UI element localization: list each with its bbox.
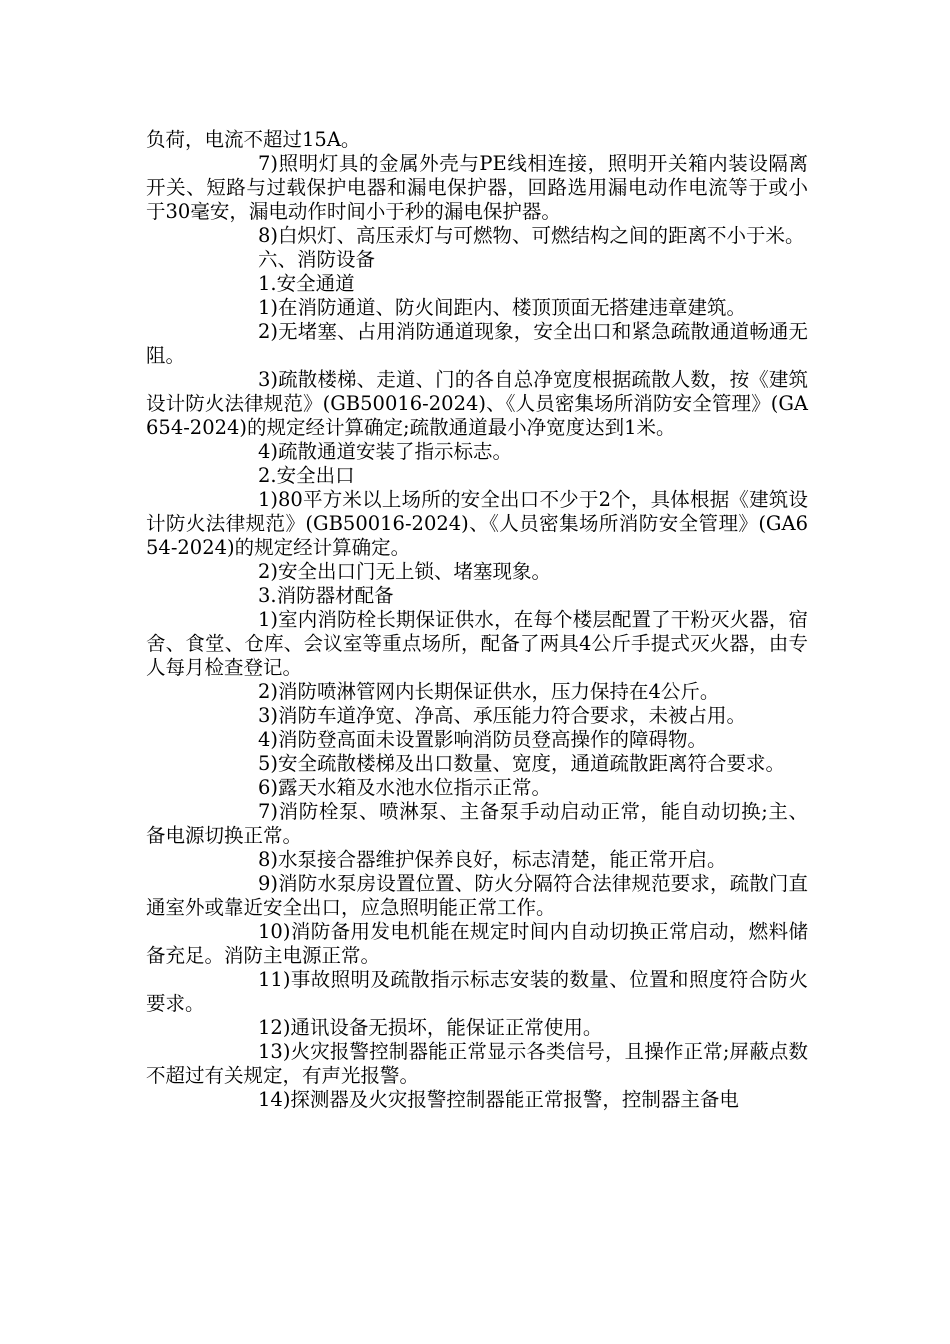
paragraph-equipment-7: 7)消防栓泵、喷淋泵、主备泵手动启动正常，能自动切换;主、备电源切换正常。 bbox=[146, 800, 808, 847]
subheading-safety-exit: 2.安全出口 bbox=[258, 464, 355, 487]
document-body bbox=[146, 128, 808, 1112]
paragraph-exit-2: 2)安全出口门无上锁、堵塞现象。 bbox=[258, 560, 552, 583]
paragraph-equipment-14: 14)探测器及火灾报警控制器能正常报警，控制器主备电 bbox=[258, 1088, 739, 1111]
paragraph-equipment-11: 11)事故照明及疏散指示标志安装的数量、位置和照度符合防火要求。 bbox=[146, 968, 808, 1015]
paragraph-passage-1: 1)在消防通道、防火间距内、楼顶顶面无搭建违章建筑。 bbox=[258, 296, 747, 319]
paragraph-passage-4: 4)疏散通道安装了指示标志。 bbox=[258, 440, 513, 463]
section-heading-fire-equipment: 六、消防设备 bbox=[258, 248, 376, 271]
paragraph-equipment-8: 8)水泵接合器维护保养良好，标志清楚，能正常开启。 bbox=[258, 848, 727, 871]
paragraph-item-7-lighting-grounding: 7)照明灯具的金属外壳与PE线相连接，照明开关箱内装设隔离开关、短路与过载保护电器和漏电保护器，回路选用漏电动作电流等于或小于30毫安，漏电动作时间小于秒的漏电保护器。 bbox=[146, 152, 808, 223]
subheading-fire-equipment-allocation: 3.消防器材配备 bbox=[258, 584, 394, 607]
paragraph-equipment-2: 2)消防喷淋管网内长期保证供水，压力保持在4公斤。 bbox=[258, 680, 720, 703]
paragraph-passage-3: 3)疏散楼梯、走道、门的各自总净宽度根据疏散人数，按《建筑设计防火法律规范》(GB50016-2024)、《人员密集场所消防安全管理》(GA654-2024)的规定经计算确定;疏散通道最小净宽度达到1米。 bbox=[146, 368, 808, 439]
paragraph-load-current: 负荷，电流不超过15A。 bbox=[146, 128, 361, 151]
paragraph-equipment-1: 1)室内消防栓长期保证供水，在每个楼层配置了干粉灭火器，宿舍、食堂、仓库、会议室等重点场所，配备了两具4公斤手提式灭火器，由专人每月检查登记。 bbox=[146, 608, 808, 679]
subheading-safety-passage: 1.安全通道 bbox=[258, 272, 355, 295]
paragraph-equipment-10: 10)消防备用发电机能在规定时间内自动切换正常启动，燃料储备充足。消防主电源正常。 bbox=[146, 920, 808, 967]
paragraph-equipment-3: 3)消防车道净宽、净高、承压能力符合要求，未被占用。 bbox=[258, 704, 747, 727]
paragraph-exit-1: 1)80平方米以上场所的安全出口不少于2个，具体根据《建筑设计防火法律规范》(GB50016-2024)、《人员密集场所消防安全管理》(GA654-2024)的规定经计算确定。 bbox=[146, 488, 808, 559]
paragraph-item-8-lamp-distance: 8)白炽灯、高压汞灯与可燃物、可燃结构之间的距离不小于米。 bbox=[258, 224, 805, 247]
paragraph-equipment-4: 4)消防登高面未设置影响消防员登高操作的障碍物。 bbox=[258, 728, 708, 751]
paragraph-passage-2: 2)无堵塞、占用消防通道现象，安全出口和紧急疏散通道畅通无阻。 bbox=[146, 320, 808, 367]
paragraph-equipment-12: 12)通讯设备无损坏，能保证正常使用。 bbox=[258, 1016, 603, 1039]
paragraph-equipment-13: 13)火灾报警控制器能正常显示各类信号，且操作正常;屏蔽点数不超过有关规定，有声光报警。 bbox=[146, 1040, 808, 1087]
paragraph-equipment-5: 5)安全疏散楼梯及出口数量、宽度，通道疏散距离符合要求。 bbox=[258, 752, 786, 775]
paragraph-equipment-9: 9)消防水泵房设置位置、防火分隔符合法律规范要求，疏散门直通室外或靠近安全出口，应急照明能正常工作。 bbox=[146, 872, 808, 919]
paragraph-equipment-6: 6)露天水箱及水池水位指示正常。 bbox=[258, 776, 552, 799]
